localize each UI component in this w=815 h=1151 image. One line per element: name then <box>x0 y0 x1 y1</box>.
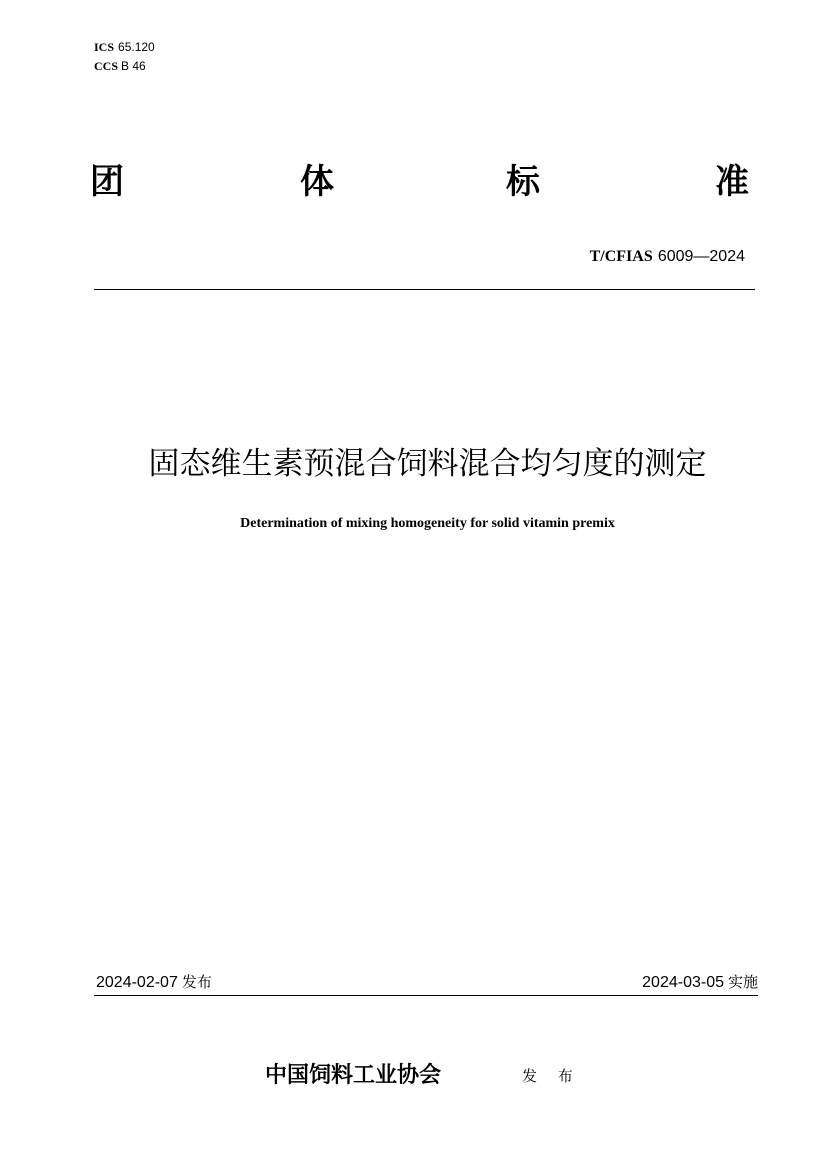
standard-type-char: 准 <box>715 162 749 202</box>
implementation-date-value: 2024-03-05 <box>642 974 724 991</box>
header-divider <box>94 289 755 290</box>
issue-date-value: 2024-02-07 <box>96 974 178 991</box>
implementation-date <box>642 972 758 993</box>
implementation-date-label: 实施 <box>727 973 758 991</box>
publisher-label: 发 布 <box>522 1067 581 1085</box>
title-english: Determination of mixing homogeneity for solid vitamin premix <box>240 516 615 531</box>
publisher-name: 中国饲料工业协会 <box>265 1062 442 1088</box>
standard-type-char: 标 <box>506 162 540 202</box>
ccs-value: B 46 <box>121 59 146 73</box>
ics-label: ICS <box>94 40 115 54</box>
title-chinese: 固态维生素预混合饲料混合均匀度的测定 <box>148 446 707 482</box>
standard-number-prefix: T/CFIAS <box>589 248 653 265</box>
ics-classification <box>94 40 155 54</box>
standard-type-char: 体 <box>300 162 334 202</box>
ccs-label: CCS <box>94 59 119 73</box>
standard-number <box>590 246 745 267</box>
issue-date-label: 发布 <box>181 973 212 991</box>
standard-number-value: 6009—2024 <box>657 248 745 265</box>
standard-type-heading <box>90 160 755 206</box>
standard-type-char: 团 <box>90 162 124 202</box>
ics-value: 65.120 <box>118 40 155 54</box>
issue-date <box>96 972 212 993</box>
date-divider <box>94 995 758 996</box>
ccs-classification <box>94 59 146 73</box>
